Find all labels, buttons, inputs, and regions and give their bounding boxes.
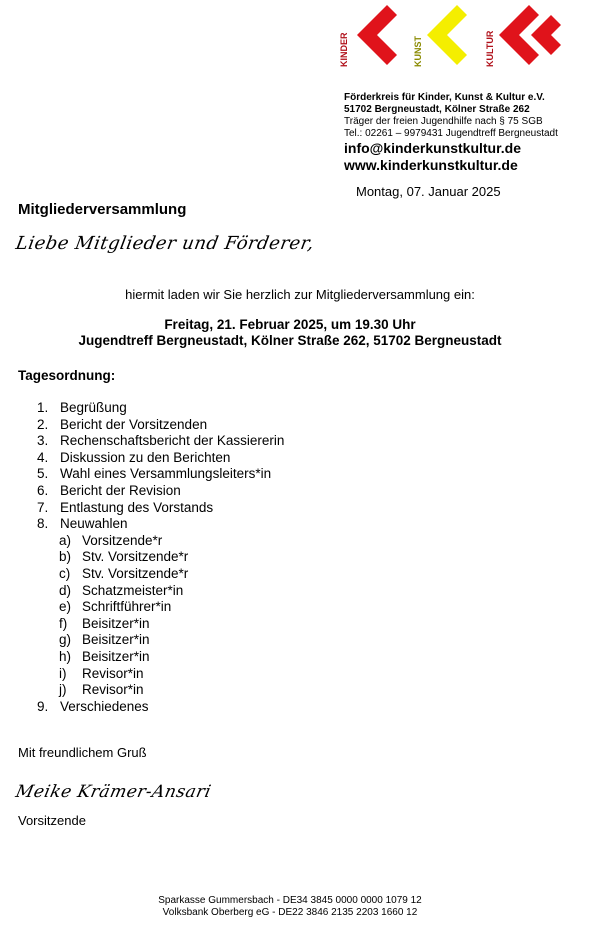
agenda-subitem [37,649,284,666]
organization-logo [335,0,567,70]
logo-chevron-yellow [427,5,467,65]
bank-line-1: Sparkasse Gummersbach - DE34 3845 0000 0000 1079 12 [158,895,422,906]
agenda-item [37,400,284,417]
agenda-item [37,699,284,716]
org-phone: Tel.: 02261 – 9979431 Jugendtreff Bergneustadt [344,128,558,139]
agenda-number: b) [59,549,72,565]
agenda-number: 9. [37,698,49,714]
agenda-item [37,417,284,434]
agenda-subitem [37,599,284,616]
agenda-text: Begrüßung [60,400,127,415]
agenda-number: e) [59,599,72,615]
agenda-text: Revisor*in [82,665,144,681]
agenda-number: c) [59,565,71,581]
closing-phrase: Mit freundlichem Gruß [18,745,147,760]
agenda-number: g) [59,632,72,648]
signer-role: Vorsitzende [18,813,86,828]
agenda-number: 3. [37,433,49,449]
logo-word-kinder [337,4,349,67]
agenda-text: Rechenschaftsbericht der Kassiererin [60,433,285,449]
agenda-subitem [37,666,284,683]
organization-info [344,92,594,174]
event-details [0,317,580,349]
agenda-number: h) [59,648,72,664]
agenda-subitem [37,566,284,583]
agenda-item [37,516,284,533]
org-address: 51702 Bergneustadt, Kölner Straße 262 [344,104,530,115]
agenda-number: 4. [37,449,49,465]
logo-word-kunst-text: KUNST [413,36,423,67]
org-name: Förderkreis für Kinder, Kunst & Kultur e.V. [344,92,545,103]
letter-date: Montag, 07. Januar 2025 [356,184,501,199]
logo-word-kultur-text: KULTUR [485,30,495,67]
agenda-text: Schatzmeister*in [82,582,184,598]
agenda-text: Beisitzer*in [82,632,150,648]
agenda-text: Verschiedenes [60,698,149,714]
org-email[interactable]: info@kinderkunstkultur.de [344,140,522,156]
agenda-text: Neuwahlen [60,516,128,532]
agenda-number: 7. [37,499,49,515]
agenda-text: Revisor*in [82,682,144,698]
agenda-number: 1. [37,400,49,415]
agenda-heading: Tagesordnung: [18,368,116,383]
invitation-text: hiermit laden wir Sie herzlich zur Mitgliederversammlung ein: [125,287,475,302]
agenda-item [37,500,284,517]
agenda-text: Beisitzer*in [82,615,150,631]
agenda-item [37,466,284,483]
agenda-item [37,433,284,450]
agenda-subitem [37,616,284,633]
agenda-item [37,483,284,500]
agenda-subitem [37,533,284,550]
agenda-text: Vorsitzende*r [82,532,163,548]
agenda-text: Entlastung des Vorstands [60,499,214,515]
logo-word-kinder-text: KINDER [339,32,349,67]
event-date: Freitag, 21. Februar 2025, um 19.30 Uhr [164,317,416,332]
agenda-number: j) [59,682,67,698]
agenda-number: f) [59,615,68,631]
agenda-number: 8. [37,516,49,532]
agenda-text: Bericht der Revision [60,482,181,498]
letter-title: Mitgliederversammlung [18,201,187,218]
agenda-number: i) [59,665,67,681]
bank-line-2: Volksbank Oberberg eG - DE22 3846 2135 2203 1660 12 [162,907,418,918]
agenda-text: Beisitzer*in [82,648,150,664]
agenda-text: Diskussion zu den Berichten [60,449,231,465]
agenda-subitem [37,682,284,699]
logo-word-kultur [483,4,495,67]
agenda-number: d) [59,582,72,598]
agenda-subitem [37,632,284,649]
agenda-list [37,400,284,715]
agenda-text: Stv. Vorsitzende*r [82,549,189,565]
agenda-number: a) [59,532,72,548]
signature: Meike Krämer-Ansari [13,782,213,802]
agenda-text: Bericht der Vorsitzenden [60,416,208,432]
agenda-number: 5. [37,466,49,482]
logo-word-kunst [411,4,423,67]
greeting: Liebe Mitglieder und Förderer, [14,233,316,254]
bank-details [0,895,580,919]
agenda-subitem [37,549,284,566]
logo-chevron-red [357,5,397,65]
logo-chevrons [335,0,567,70]
agenda-number: 2. [37,416,49,432]
agenda-item [37,450,284,467]
agenda-text: Wahl eines Versammlungsleiters*in [60,466,272,482]
org-status: Träger der freien Jugendhilfe nach § 75 SGB [344,116,543,127]
event-location: Jugendtreff Bergneustadt, Kölner Straße 262, 51702 Bergneustadt [78,333,502,348]
agenda-text: Schriftführer*in [82,599,172,615]
agenda-subitem [37,583,284,600]
org-website[interactable]: www.kinderkunstkultur.de [344,157,518,173]
logo-chevron-red-3 [531,15,561,55]
agenda-text: Stv. Vorsitzende*r [82,565,189,581]
agenda-number: 6. [37,482,49,498]
